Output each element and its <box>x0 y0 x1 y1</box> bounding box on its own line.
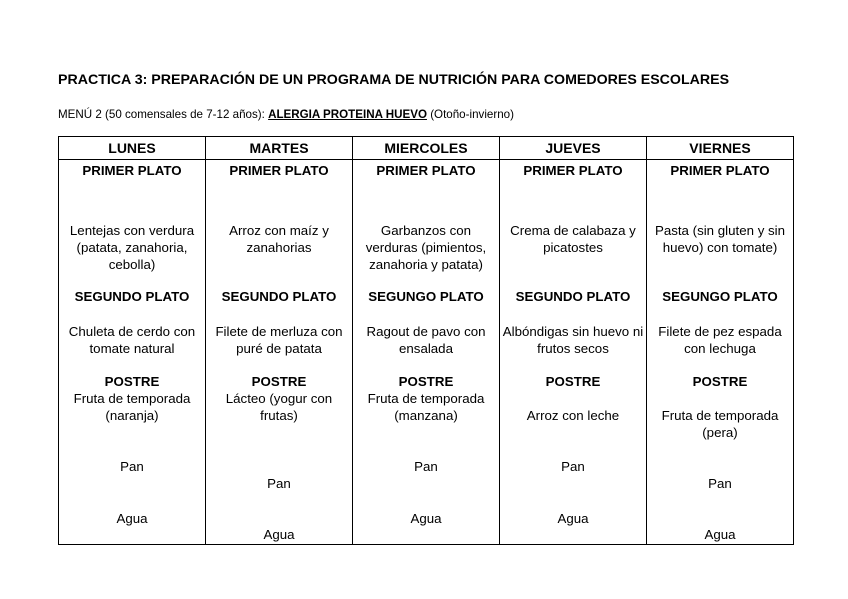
bread: Pan <box>561 459 585 474</box>
water: Agua <box>116 511 148 526</box>
first-course-heading: PRIMER PLATO <box>376 163 476 178</box>
page-title: PRACTICA 3: PREPARACIÓN DE UN PROGRAMA DE NUTRICIÓN PARA COMEDORES ESCOLARES <box>58 72 730 88</box>
dessert-heading: POSTRE <box>692 374 748 389</box>
dessert: Fruta de temporada (manzana) <box>367 391 485 423</box>
dessert: Fruta de temporada (naranja) <box>73 391 191 423</box>
day-cell <box>647 160 794 545</box>
second-course-heading: SEGUNDO PLATO <box>74 289 190 304</box>
second-course: Filete de merluza con puré de patata <box>215 324 343 356</box>
day-header: JUEVES <box>500 137 647 160</box>
first-course-heading: PRIMER PLATO <box>229 163 329 178</box>
second-course: Filete de pez espada con lechuga <box>658 324 782 356</box>
dessert-heading: POSTRE <box>251 374 307 389</box>
dessert: Fruta de temporada (pera) <box>661 408 779 440</box>
bread: Pan <box>708 476 732 491</box>
second-course: Ragout de pavo con ensalada <box>366 324 486 356</box>
day-cell <box>353 160 500 545</box>
first-course: Lentejas con verdura (patata, zanahoria, cebolla) <box>69 223 195 272</box>
day-header-row <box>59 137 794 160</box>
first-course: Garbanzos con verduras (pimientos, zanahoria y patata) <box>365 223 487 272</box>
water: Agua <box>557 511 589 526</box>
first-course: Pasta (sin gluten y sin huevo) con tomate) <box>654 223 786 255</box>
menu-subtitle <box>58 108 514 121</box>
first-course-heading: PRIMER PLATO <box>523 163 623 178</box>
water: Agua <box>704 527 736 542</box>
dessert-heading: POSTRE <box>545 374 601 389</box>
second-course: Chuleta de cerdo con tomate natural <box>68 324 196 356</box>
first-course: Arroz con maíz y zanahorias <box>229 223 329 255</box>
day-cell <box>500 160 647 545</box>
second-course-heading: SEGUNDO PLATO <box>515 289 631 304</box>
first-course-heading: PRIMER PLATO <box>670 163 770 178</box>
menu-content-row <box>59 160 794 545</box>
day-cell <box>59 160 206 545</box>
day-header: MARTES <box>206 137 353 160</box>
day-cell <box>206 160 353 545</box>
subtitle-suffix: (Otoño-invierno) <box>426 108 514 121</box>
subtitle-prefix: MENÚ 2 (50 comensales de 7-12 años): <box>58 108 269 121</box>
second-course-heading: SEGUNGO PLATO <box>662 289 778 304</box>
bread: Pan <box>120 459 144 474</box>
dessert-heading: POSTRE <box>398 374 454 389</box>
water: Agua <box>410 511 442 526</box>
day-header: MIERCOLES <box>353 137 500 160</box>
second-course: Albóndigas sin huevo ni frutos secos <box>502 324 644 356</box>
day-header: VIERNES <box>647 137 794 160</box>
first-course: Crema de calabaza y picatostes <box>510 223 636 255</box>
dessert-heading: POSTRE <box>104 374 160 389</box>
dessert: Arroz con leche <box>526 408 620 423</box>
dessert: Lácteo (yogur con frutas) <box>225 391 333 423</box>
menu-table <box>58 136 794 545</box>
bread: Pan <box>267 476 291 491</box>
first-course-heading: PRIMER PLATO <box>82 163 182 178</box>
day-header: LUNES <box>59 137 206 160</box>
bread: Pan <box>414 459 438 474</box>
second-course-heading: SEGUNGO PLATO <box>368 289 484 304</box>
water: Agua <box>263 527 295 542</box>
allergy-label: ALERGIA PROTEINA HUEVO <box>268 108 427 121</box>
second-course-heading: SEGUNDO PLATO <box>221 289 337 304</box>
